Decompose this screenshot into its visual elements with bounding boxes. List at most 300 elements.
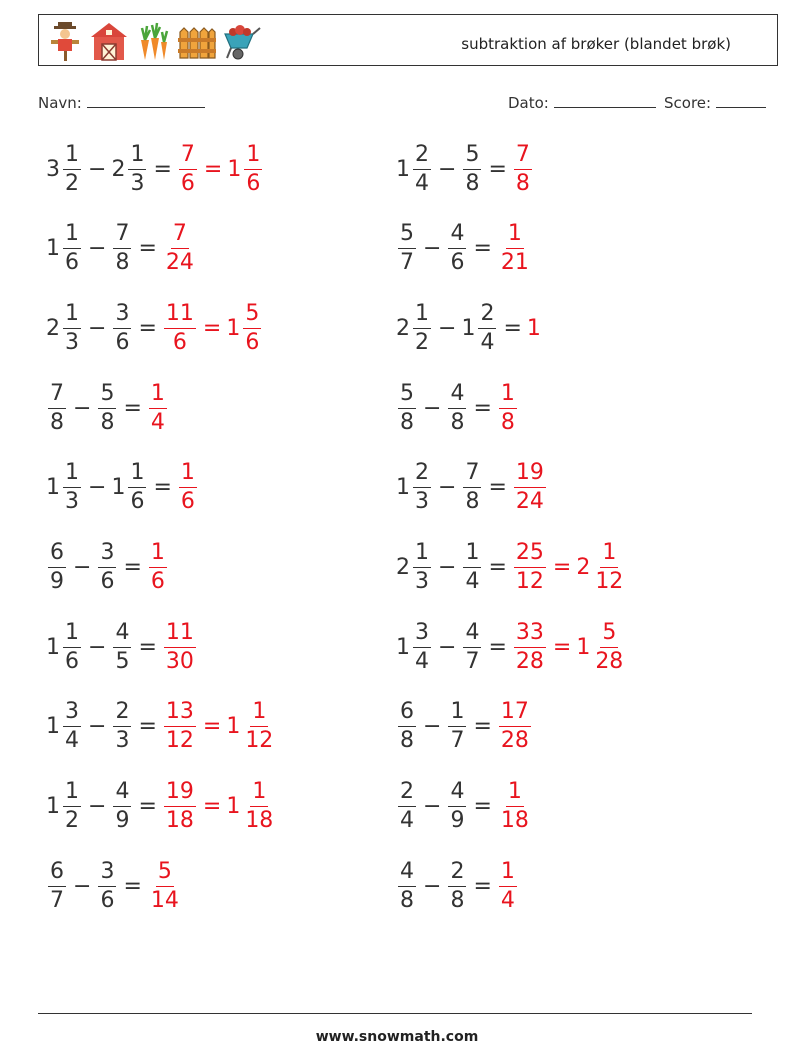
answer-fraction bbox=[499, 858, 517, 913]
minuend-denominator: 3 bbox=[415, 489, 429, 515]
subtrahend-fraction bbox=[113, 619, 131, 674]
subtrahend-denominator: 5 bbox=[115, 648, 130, 674]
wheelbarrow-icon bbox=[221, 20, 261, 62]
subtrahend-numerator: 4 bbox=[113, 622, 131, 648]
answer-denominator: 8 bbox=[515, 170, 530, 196]
subtrahend-fraction bbox=[113, 223, 131, 274]
subtrahend-denominator: 8 bbox=[465, 170, 480, 196]
subtrahend-numerator: 3 bbox=[98, 542, 116, 568]
answer-denominator: 24 bbox=[515, 489, 544, 515]
minuend-numerator: 1 bbox=[63, 622, 81, 648]
subtrahend-numerator: 1 bbox=[448, 701, 466, 727]
minuend-numerator: 1 bbox=[413, 303, 431, 329]
problem-item bbox=[46, 615, 198, 679]
answer-denominator: 28 bbox=[500, 728, 529, 754]
subtrahend-denominator: 7 bbox=[465, 648, 480, 674]
answer-denominator: 6 bbox=[172, 329, 187, 355]
minuend-numerator: 1 bbox=[63, 781, 81, 807]
subtrahend-numerator: 4 bbox=[448, 383, 466, 409]
answer-mixed-denominator: 12 bbox=[245, 728, 274, 754]
equals-sign: = bbox=[123, 555, 142, 580]
answer-fraction bbox=[499, 223, 531, 274]
subtrahend-denominator: 8 bbox=[100, 409, 115, 435]
minuend-denominator: 3 bbox=[415, 569, 429, 594]
equals-sign: = bbox=[488, 156, 507, 182]
answer-mixed-whole: 2 bbox=[576, 555, 591, 580]
name-label: Navn: bbox=[38, 94, 82, 112]
answer bbox=[147, 542, 169, 593]
minuend-denominator: 4 bbox=[415, 170, 429, 196]
worksheet-title: subtraktion af brøker (blandet brøk) bbox=[461, 35, 731, 53]
minuend-numerator: 1 bbox=[413, 542, 431, 568]
answer bbox=[177, 462, 199, 513]
equals-sign: = bbox=[473, 395, 492, 421]
problem-item bbox=[396, 456, 548, 520]
subtrahend-numerator: 2 bbox=[478, 303, 496, 329]
subtrahend-whole: 1 bbox=[111, 475, 126, 501]
footer-url: www.snowmath.com bbox=[315, 1029, 479, 1045]
subtrahend-numerator: 3 bbox=[113, 303, 131, 329]
subtrahend-whole: 1 bbox=[461, 315, 476, 341]
problem-item bbox=[396, 376, 519, 440]
minuend-whole: 1 bbox=[46, 714, 60, 740]
answer bbox=[147, 380, 169, 435]
answer-denominator: 18 bbox=[165, 808, 194, 834]
minus-sign: − bbox=[88, 236, 107, 262]
problem-item bbox=[396, 137, 534, 201]
header-icons bbox=[45, 20, 261, 62]
equals-sign: = bbox=[473, 714, 492, 740]
answer-equals-sign: = bbox=[202, 794, 222, 820]
subtrahend-fraction bbox=[463, 619, 481, 674]
minuend-denominator: 2 bbox=[65, 808, 79, 834]
minuend-whole: 1 bbox=[396, 634, 410, 660]
problem-item bbox=[396, 296, 542, 360]
equals-sign: = bbox=[123, 873, 142, 899]
name-field bbox=[38, 93, 205, 112]
minuend-numerator: 5 bbox=[398, 383, 416, 409]
minus-sign: − bbox=[438, 634, 457, 660]
equals-sign: = bbox=[138, 315, 157, 341]
problem-item bbox=[46, 854, 183, 918]
answer bbox=[162, 223, 198, 274]
minus-sign: − bbox=[88, 475, 107, 501]
minuend-whole: 2 bbox=[46, 315, 60, 341]
answer-numerator: 7 bbox=[179, 144, 197, 170]
answer bbox=[497, 701, 533, 752]
answer-denominator: 8 bbox=[500, 409, 515, 435]
minuend-fraction bbox=[63, 701, 81, 752]
minuend-fraction bbox=[48, 858, 66, 913]
subtrahend-fraction bbox=[448, 781, 466, 832]
footer-divider bbox=[38, 1013, 752, 1014]
subtrahend-numerator: 4 bbox=[113, 781, 131, 807]
answer-denominator: 24 bbox=[165, 250, 194, 276]
problem-item bbox=[396, 695, 533, 759]
subtrahend-denominator: 4 bbox=[480, 329, 495, 355]
answer bbox=[497, 223, 533, 274]
minuend-fraction bbox=[63, 619, 81, 674]
minuend-fraction bbox=[398, 858, 416, 913]
answer-fraction bbox=[149, 380, 167, 435]
minus-sign: − bbox=[88, 156, 107, 182]
minus-sign: − bbox=[88, 315, 107, 341]
answer-fraction bbox=[149, 542, 167, 593]
name-blank bbox=[87, 93, 205, 108]
subtrahend-denominator: 8 bbox=[450, 409, 465, 435]
answer-mixed-denominator: 18 bbox=[245, 808, 274, 834]
subtrahend-denominator: 6 bbox=[115, 329, 130, 355]
answer-numerator: 1 bbox=[499, 383, 517, 409]
subtrahend-fraction bbox=[463, 141, 481, 196]
answer-mixed-numerator: 5 bbox=[600, 622, 618, 648]
answer-numerator: 1 bbox=[499, 861, 517, 887]
problem-item bbox=[396, 775, 533, 839]
minuend-whole: 2 bbox=[396, 555, 410, 580]
minuend-denominator: 6 bbox=[65, 250, 79, 276]
equals-sign: = bbox=[138, 236, 157, 262]
minuend-denominator: 2 bbox=[415, 329, 429, 355]
subtrahend-denominator: 3 bbox=[130, 170, 145, 196]
answer-denominator: 18 bbox=[500, 808, 529, 834]
worksheet-header bbox=[38, 14, 778, 66]
date-field bbox=[508, 93, 656, 112]
subtrahend-numerator: 5 bbox=[463, 144, 481, 170]
answer-mixed-fraction bbox=[243, 781, 275, 832]
minuend-fraction bbox=[413, 619, 431, 674]
subtrahend-fraction bbox=[478, 300, 496, 355]
minuend-denominator: 4 bbox=[65, 728, 79, 754]
answer-numerator: 19 bbox=[164, 781, 196, 807]
problem-item bbox=[46, 217, 198, 281]
minuend-fraction bbox=[398, 380, 416, 435]
equals-sign: = bbox=[473, 873, 492, 899]
answer-fraction bbox=[164, 300, 196, 355]
equals-sign: = bbox=[473, 794, 492, 820]
answer bbox=[497, 781, 533, 832]
minuend-whole: 1 bbox=[46, 475, 60, 501]
minus-sign: − bbox=[73, 873, 92, 899]
answer-numerator: 11 bbox=[164, 622, 196, 648]
subtrahend-numerator: 4 bbox=[448, 781, 466, 807]
equals-sign: = bbox=[488, 475, 507, 501]
problem-item bbox=[396, 615, 627, 679]
answer-equals-sign: = bbox=[202, 315, 222, 341]
answer-numerator: 19 bbox=[514, 462, 546, 488]
answer-numerator: 1 bbox=[149, 542, 167, 568]
minuend-numerator: 2 bbox=[398, 781, 416, 807]
answer-fraction bbox=[164, 619, 196, 674]
equals-sign: = bbox=[153, 475, 172, 501]
problem-item bbox=[396, 854, 519, 918]
answer-fraction bbox=[514, 542, 546, 593]
problem-item bbox=[46, 456, 199, 520]
subtrahend-fraction bbox=[463, 542, 481, 593]
answer-fraction bbox=[499, 380, 517, 435]
problem-item bbox=[396, 217, 533, 281]
subtrahend-denominator: 6 bbox=[130, 489, 145, 515]
answer bbox=[512, 462, 548, 513]
minuend-denominator: 7 bbox=[50, 887, 64, 913]
answer-numerator: 7 bbox=[171, 223, 189, 249]
score-field bbox=[664, 93, 766, 112]
subtrahend-numerator: 7 bbox=[463, 462, 481, 488]
minus-sign: − bbox=[423, 714, 442, 740]
minuend-denominator: 4 bbox=[400, 808, 414, 834]
answer-fraction bbox=[164, 781, 196, 832]
answer-mixed-numerator: 5 bbox=[243, 303, 261, 329]
answer-equals-sign: = bbox=[203, 156, 223, 182]
scarecrow-icon bbox=[45, 20, 85, 62]
answer-numerator: 5 bbox=[156, 861, 174, 887]
answer bbox=[512, 141, 534, 196]
subtrahend-fraction bbox=[113, 701, 131, 752]
answer-numerator: 13 bbox=[164, 701, 196, 727]
minuend-fraction bbox=[63, 462, 81, 513]
subtrahend-fraction bbox=[448, 701, 466, 752]
subtrahend-numerator: 3 bbox=[98, 861, 116, 887]
minuend-fraction bbox=[413, 300, 431, 355]
answer-mixed-fraction bbox=[243, 300, 261, 355]
minuend-numerator: 1 bbox=[63, 303, 81, 329]
answer-numerator: 1 bbox=[179, 462, 197, 488]
minuend-numerator: 6 bbox=[48, 542, 66, 568]
answer bbox=[162, 781, 277, 832]
minuend-numerator: 6 bbox=[48, 861, 66, 887]
equals-sign: = bbox=[138, 794, 157, 820]
date-label: Dato: bbox=[508, 94, 549, 112]
subtrahend-fraction bbox=[448, 223, 466, 274]
answer bbox=[162, 701, 277, 752]
minuend-numerator: 1 bbox=[63, 462, 81, 488]
answer-equals-sign: = bbox=[552, 555, 572, 580]
answer-fraction bbox=[514, 462, 546, 513]
minuend-denominator: 3 bbox=[65, 489, 79, 515]
answer-mixed-whole: 1 bbox=[226, 315, 241, 341]
minus-sign: − bbox=[438, 555, 457, 580]
answer-mixed-denominator: 28 bbox=[595, 648, 624, 674]
problem-item bbox=[46, 536, 169, 600]
minus-sign: − bbox=[88, 794, 107, 820]
answer-mixed-numerator: 1 bbox=[250, 781, 268, 807]
answer-fraction bbox=[499, 701, 531, 752]
minuend-denominator: 6 bbox=[65, 648, 79, 674]
subtrahend-numerator: 1 bbox=[128, 462, 146, 488]
problem-item bbox=[46, 695, 277, 759]
subtrahend-fraction bbox=[128, 462, 146, 513]
minuend-fraction bbox=[413, 141, 431, 196]
answer-denominator: 12 bbox=[515, 569, 544, 594]
subtrahend-numerator: 1 bbox=[463, 542, 481, 568]
problem-item bbox=[46, 137, 264, 201]
minuend-fraction bbox=[63, 781, 81, 832]
answer bbox=[162, 619, 198, 674]
answer-fraction bbox=[179, 141, 197, 196]
minuend-numerator: 5 bbox=[398, 223, 416, 249]
minuend-denominator: 8 bbox=[400, 887, 414, 913]
minuend-denominator: 8 bbox=[400, 409, 414, 435]
equals-sign: = bbox=[488, 634, 507, 660]
answer-denominator: 6 bbox=[180, 489, 195, 515]
minus-sign: − bbox=[88, 714, 107, 740]
answer bbox=[527, 316, 542, 341]
problem-item bbox=[396, 536, 627, 600]
minus-sign: − bbox=[423, 236, 442, 262]
subtrahend-denominator: 9 bbox=[115, 808, 130, 834]
answer-mixed-numerator: 1 bbox=[244, 144, 262, 170]
minus-sign: − bbox=[423, 395, 442, 421]
minus-sign: − bbox=[73, 555, 92, 580]
minuend-denominator: 8 bbox=[400, 728, 414, 754]
equals-sign: = bbox=[138, 714, 157, 740]
answer-mixed-fraction bbox=[243, 701, 275, 752]
minuend-denominator: 4 bbox=[415, 648, 429, 674]
answer-equals-sign: = bbox=[552, 634, 572, 660]
score-label: Score: bbox=[664, 94, 712, 112]
subtrahend-denominator: 3 bbox=[115, 728, 130, 754]
answer-fraction bbox=[164, 701, 196, 752]
minus-sign: − bbox=[73, 395, 92, 421]
answer-denominator: 30 bbox=[165, 648, 194, 674]
minuend-denominator: 8 bbox=[50, 409, 64, 435]
answer-mixed-whole: 1 bbox=[226, 794, 241, 820]
minuend-fraction bbox=[398, 781, 416, 832]
answer-fraction bbox=[499, 781, 531, 832]
answer-numerator: 1 bbox=[506, 781, 524, 807]
answer-numerator: 25 bbox=[514, 542, 546, 568]
answer bbox=[177, 141, 264, 196]
subtrahend-numerator: 1 bbox=[128, 144, 146, 170]
subtrahend-numerator: 5 bbox=[98, 383, 116, 409]
subtrahend-whole: 2 bbox=[111, 156, 126, 182]
minuend-whole: 3 bbox=[46, 156, 60, 182]
minuend-fraction bbox=[413, 462, 431, 513]
answer-fraction bbox=[514, 141, 532, 196]
subtrahend-denominator: 8 bbox=[450, 887, 465, 913]
equals-sign: = bbox=[123, 395, 142, 421]
answer-mixed-denominator: 6 bbox=[245, 329, 260, 355]
problem-item bbox=[46, 775, 277, 839]
answer bbox=[497, 380, 519, 435]
answer-fraction bbox=[514, 619, 546, 674]
answer-denominator: 6 bbox=[180, 170, 195, 196]
minus-sign: − bbox=[438, 156, 457, 182]
minuend-fraction bbox=[398, 701, 416, 752]
subtrahend-denominator: 6 bbox=[100, 887, 115, 913]
subtrahend-fraction bbox=[128, 141, 146, 196]
minuend-whole: 1 bbox=[46, 236, 60, 262]
minuend-whole: 1 bbox=[46, 634, 60, 660]
minuend-fraction bbox=[413, 542, 431, 593]
answer-mixed-whole: 1 bbox=[226, 714, 241, 740]
minuend-fraction bbox=[48, 380, 66, 435]
equals-sign: = bbox=[488, 555, 507, 580]
minuend-fraction bbox=[63, 223, 81, 274]
subtrahend-numerator: 7 bbox=[113, 223, 131, 249]
subtrahend-denominator: 8 bbox=[465, 489, 480, 515]
subtrahend-numerator: 2 bbox=[113, 701, 131, 727]
score-blank bbox=[716, 93, 766, 108]
answer bbox=[512, 619, 627, 674]
subtrahend-fraction bbox=[98, 542, 116, 593]
minuend-whole: 1 bbox=[46, 794, 60, 820]
minuend-fraction bbox=[63, 300, 81, 355]
answer-numerator: 17 bbox=[499, 701, 531, 727]
answer-mixed-denominator: 12 bbox=[595, 569, 624, 594]
minuend-whole: 1 bbox=[396, 156, 410, 182]
subtrahend-denominator: 4 bbox=[465, 569, 480, 594]
minuend-denominator: 7 bbox=[400, 250, 414, 276]
equals-sign: = bbox=[153, 156, 172, 182]
date-blank bbox=[554, 93, 656, 108]
answer-numerator: 11 bbox=[164, 303, 196, 329]
subtrahend-denominator: 6 bbox=[450, 250, 465, 276]
minuend-denominator: 3 bbox=[65, 329, 79, 355]
answer-equals-sign: = bbox=[202, 714, 222, 740]
answer-denominator: 12 bbox=[165, 728, 194, 754]
minuend-numerator: 4 bbox=[398, 861, 416, 887]
minuend-fraction bbox=[398, 223, 416, 274]
answer-denominator: 21 bbox=[500, 250, 529, 276]
equals-sign: = bbox=[473, 236, 492, 262]
fence-icon bbox=[177, 20, 217, 62]
subtrahend-numerator: 4 bbox=[463, 622, 481, 648]
answer-denominator: 6 bbox=[150, 569, 165, 594]
answer-numerator: 7 bbox=[514, 144, 532, 170]
answer-numerator: 33 bbox=[514, 622, 546, 648]
subtrahend-fraction bbox=[98, 380, 116, 435]
subtrahend-numerator: 4 bbox=[448, 223, 466, 249]
minus-sign: − bbox=[438, 315, 457, 341]
subtrahend-fraction bbox=[448, 380, 466, 435]
answer-denominator: 14 bbox=[150, 887, 179, 913]
answer-numerator: 1 bbox=[506, 223, 524, 249]
subtrahend-fraction bbox=[113, 781, 131, 832]
minuend-numerator: 1 bbox=[63, 223, 81, 249]
answer-fraction bbox=[164, 223, 196, 274]
subtrahend-denominator: 9 bbox=[450, 808, 465, 834]
minuend-denominator: 2 bbox=[65, 170, 79, 196]
minus-sign: − bbox=[423, 794, 442, 820]
minuend-numerator: 7 bbox=[48, 383, 66, 409]
equals-sign: = bbox=[503, 315, 522, 341]
subtrahend-numerator: 2 bbox=[448, 861, 466, 887]
minuend-numerator: 2 bbox=[413, 144, 431, 170]
answer-numerator: 1 bbox=[149, 383, 167, 409]
answer-mixed-fraction bbox=[593, 619, 625, 674]
answer-whole: 1 bbox=[526, 315, 541, 341]
minus-sign: − bbox=[438, 475, 457, 501]
carrots-icon bbox=[133, 20, 173, 62]
subtrahend-denominator: 6 bbox=[100, 569, 115, 594]
answer-fraction bbox=[179, 462, 197, 513]
minuend-numerator: 3 bbox=[63, 701, 81, 727]
answer-mixed-fraction bbox=[244, 141, 262, 196]
answer-mixed-whole: 1 bbox=[227, 156, 242, 182]
problem-item bbox=[46, 296, 263, 360]
subtrahend-fraction bbox=[448, 858, 466, 913]
minuend-fraction bbox=[63, 141, 81, 196]
answer-mixed-whole: 1 bbox=[576, 634, 591, 660]
minuend-whole: 1 bbox=[396, 475, 410, 501]
subtrahend-denominator: 7 bbox=[450, 728, 465, 754]
equals-sign: = bbox=[138, 634, 157, 660]
minuend-numerator: 3 bbox=[413, 622, 431, 648]
minuend-denominator: 9 bbox=[50, 569, 64, 594]
answer-mixed-numerator: 1 bbox=[250, 701, 268, 727]
minuend-numerator: 1 bbox=[63, 144, 81, 170]
subtrahend-fraction bbox=[98, 858, 116, 913]
